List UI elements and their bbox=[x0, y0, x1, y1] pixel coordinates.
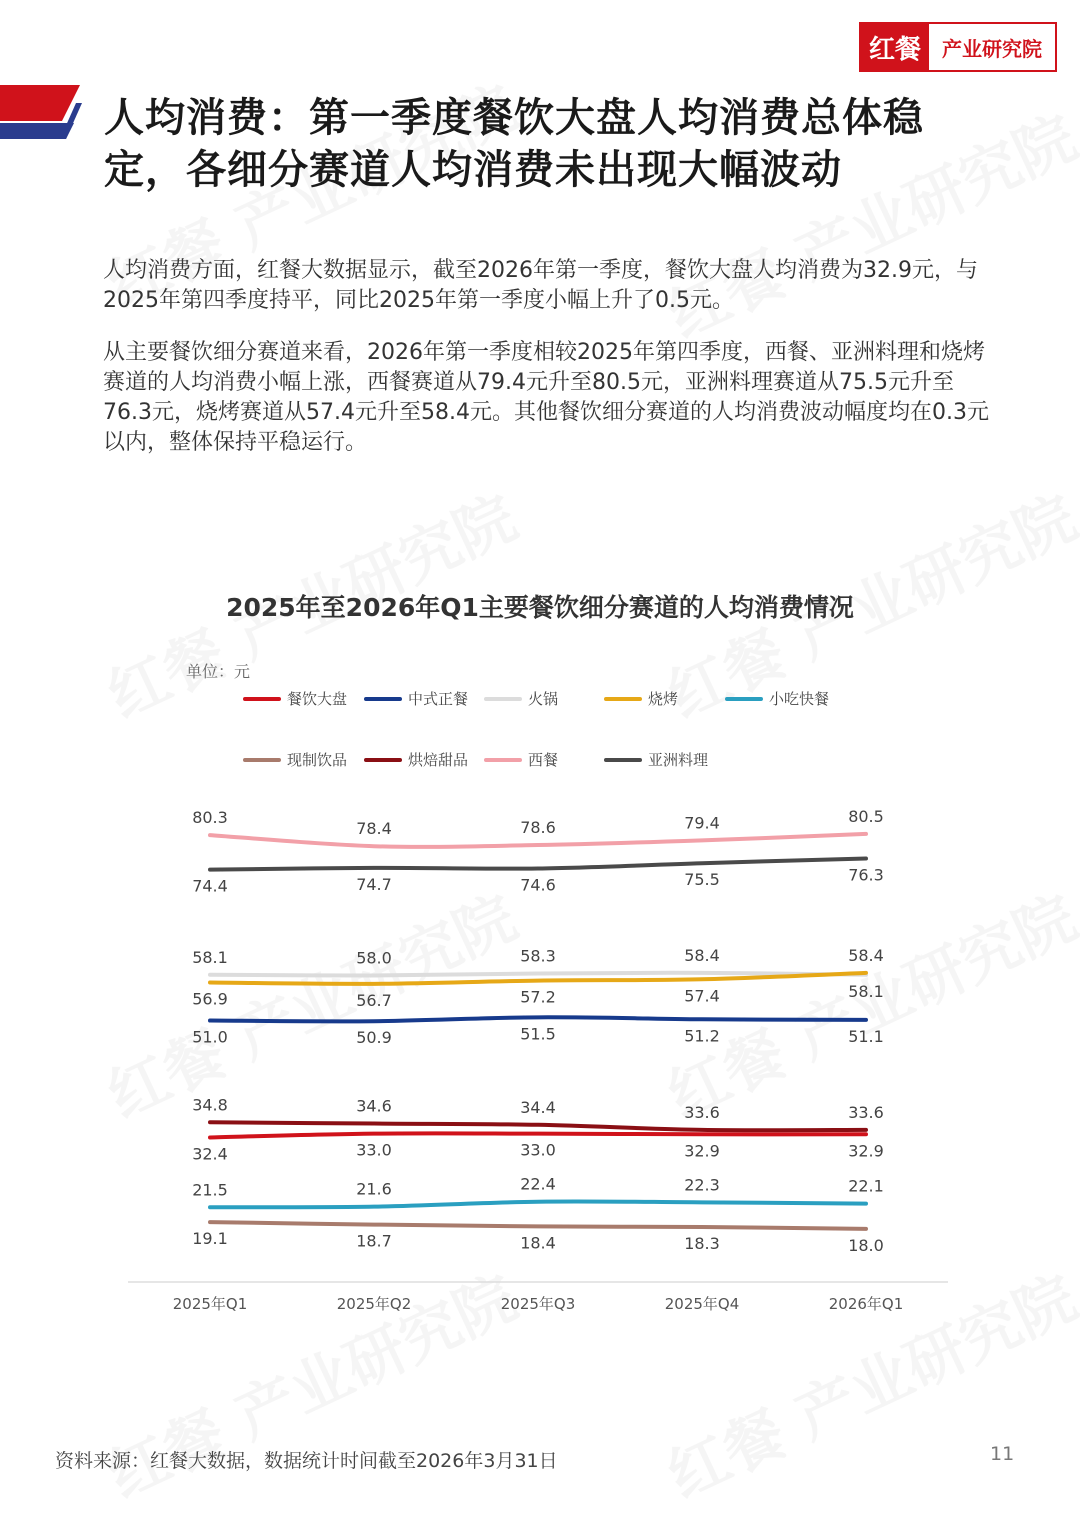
legend-swatch bbox=[604, 697, 642, 701]
chart-title: 2025年至2026年Q1主要餐饮细分赛道的人均消费情况 bbox=[226, 593, 854, 622]
watermark bbox=[652, 871, 1080, 1135]
series-line-餐饮大盘 bbox=[210, 1133, 866, 1137]
x-tick-label: 2025年Q3 bbox=[500, 1295, 576, 1313]
data-label: 21.5 bbox=[192, 1180, 228, 1200]
page-title-line2: 定，各细分赛道人均消费未出现大幅波动 bbox=[104, 147, 842, 193]
legend-label: 餐饮大盘 bbox=[287, 690, 348, 708]
data-label: 57.2 bbox=[520, 987, 556, 1007]
data-label: 76.3 bbox=[848, 865, 884, 885]
data-label: 80.3 bbox=[192, 808, 228, 828]
legend-label: 小吃快餐 bbox=[769, 690, 830, 708]
logo-mark: 红餐 bbox=[861, 24, 929, 70]
legend-swatch bbox=[484, 758, 522, 762]
data-label: 57.4 bbox=[684, 986, 720, 1006]
legend-item bbox=[725, 688, 829, 709]
legend-label: 亚洲料理 bbox=[648, 751, 709, 769]
x-tick-label: 2025年Q4 bbox=[664, 1295, 740, 1313]
data-label: 74.4 bbox=[192, 876, 228, 896]
data-label: 58.3 bbox=[520, 946, 556, 966]
legend-item bbox=[364, 749, 468, 770]
data-label: 22.1 bbox=[848, 1176, 884, 1196]
data-label: 33.0 bbox=[520, 1140, 556, 1160]
legend-swatch bbox=[364, 697, 402, 701]
data-label: 22.3 bbox=[684, 1175, 720, 1195]
legend-label: 中式正餐 bbox=[408, 690, 469, 708]
legend-item bbox=[364, 688, 468, 709]
legend-swatch bbox=[243, 758, 281, 762]
data-label: 56.9 bbox=[192, 989, 228, 1009]
data-label: 32.9 bbox=[684, 1141, 720, 1161]
data-label: 58.1 bbox=[848, 981, 884, 1001]
legend-label: 现制饮品 bbox=[287, 751, 348, 769]
data-label: 34.6 bbox=[356, 1096, 392, 1116]
logo-text: 产业研究院 bbox=[942, 36, 1042, 61]
data-label: 74.7 bbox=[356, 874, 392, 894]
x-tick-label: 2025年Q1 bbox=[172, 1295, 248, 1313]
data-label: 34.8 bbox=[192, 1095, 228, 1115]
data-label: 34.4 bbox=[520, 1097, 556, 1117]
data-label: 79.4 bbox=[684, 813, 720, 833]
data-label: 33.0 bbox=[356, 1140, 392, 1160]
legend-item bbox=[243, 749, 347, 770]
paragraph-segments: 从主要餐饮细分赛道来看，2026年第一季度相较2025年第四季度，西餐、亚洲料理和烧烤赛道的人均消费小幅上涨，西餐赛道从79.4元升至80.5元，亚洲料理赛道从75.5元升至76.3元，烧烤赛道从57.4元升至58.4元。其他餐饮细分赛道的人均消费波动幅度均在0.3元以内，整体保持平稳运行。 bbox=[103, 340, 989, 455]
data-label: 18.4 bbox=[520, 1233, 556, 1253]
legend-label: 烧烤 bbox=[648, 690, 679, 708]
legend-item bbox=[604, 749, 708, 770]
legend-label: 烘焙甜品 bbox=[408, 751, 469, 769]
data-label: 75.5 bbox=[684, 870, 720, 890]
data-label: 33.6 bbox=[684, 1102, 720, 1122]
data-label: 78.6 bbox=[520, 818, 556, 838]
data-label: 32.4 bbox=[192, 1144, 228, 1164]
page-number: 11 bbox=[990, 1443, 1015, 1465]
data-label: 51.5 bbox=[520, 1024, 556, 1044]
data-label: 51.0 bbox=[192, 1027, 228, 1047]
data-label: 58.4 bbox=[684, 945, 720, 965]
title-decoration bbox=[0, 85, 82, 139]
chart-unit-label: 单位：元 bbox=[186, 662, 251, 681]
data-label: 21.6 bbox=[356, 1179, 392, 1199]
legend-item bbox=[604, 688, 678, 709]
watermark bbox=[92, 1251, 528, 1515]
data-label: 58.4 bbox=[848, 945, 884, 965]
series-line-现制饮品 bbox=[210, 1222, 866, 1229]
x-tick-label: 2026年Q1 bbox=[828, 1295, 904, 1313]
data-label: 51.2 bbox=[684, 1026, 720, 1046]
data-label: 18.3 bbox=[684, 1234, 720, 1254]
data-label: 19.1 bbox=[192, 1229, 228, 1249]
legend-swatch bbox=[725, 697, 763, 701]
brand-logo bbox=[859, 22, 1057, 72]
legend-item bbox=[243, 688, 347, 709]
data-label: 50.9 bbox=[356, 1028, 392, 1048]
page-title bbox=[104, 92, 1004, 196]
data-label: 51.1 bbox=[848, 1026, 884, 1046]
watermark bbox=[92, 871, 528, 1135]
data-label: 56.7 bbox=[356, 990, 392, 1010]
data-label: 18.0 bbox=[848, 1235, 884, 1255]
x-tick-label: 2025年Q2 bbox=[336, 1295, 412, 1313]
legend-label: 火锅 bbox=[528, 690, 559, 708]
legend-label: 西餐 bbox=[528, 751, 559, 769]
legend-swatch bbox=[604, 758, 642, 762]
series-line-亚洲料理 bbox=[210, 859, 866, 870]
watermark bbox=[652, 1251, 1080, 1515]
data-label: 58.1 bbox=[192, 947, 228, 967]
data-label: 32.9 bbox=[848, 1141, 884, 1161]
data-label: 78.4 bbox=[356, 819, 392, 839]
legend-swatch bbox=[243, 697, 281, 701]
data-label: 33.6 bbox=[848, 1102, 884, 1122]
page-title-line1: 人均消费：第一季度餐饮大盘人均消费总体稳 bbox=[104, 95, 924, 141]
data-label: 80.5 bbox=[848, 806, 884, 826]
series-line-烘焙甜品 bbox=[210, 1122, 866, 1130]
series-line-西餐 bbox=[210, 834, 866, 847]
data-label: 58.0 bbox=[356, 948, 392, 968]
source-footnote: 资料来源：红餐大数据，数据统计时间截至2026年3月31日 bbox=[55, 1450, 558, 1472]
legend-item bbox=[484, 688, 558, 709]
series-line-小吃快餐 bbox=[210, 1201, 866, 1207]
data-label: 18.7 bbox=[356, 1231, 392, 1251]
data-label: 22.4 bbox=[520, 1174, 556, 1194]
paragraph-overview: 人均消费方面，红餐大数据显示，截至2026年第一季度，餐饮大盘人均消费为32.9元，与2025年第四季度持平，同比2025年第一季度小幅上升了0.5元。 bbox=[103, 258, 978, 313]
legend-swatch bbox=[364, 758, 402, 762]
legend-item bbox=[484, 749, 558, 770]
data-label: 74.6 bbox=[520, 875, 556, 895]
legend-swatch bbox=[484, 697, 522, 701]
